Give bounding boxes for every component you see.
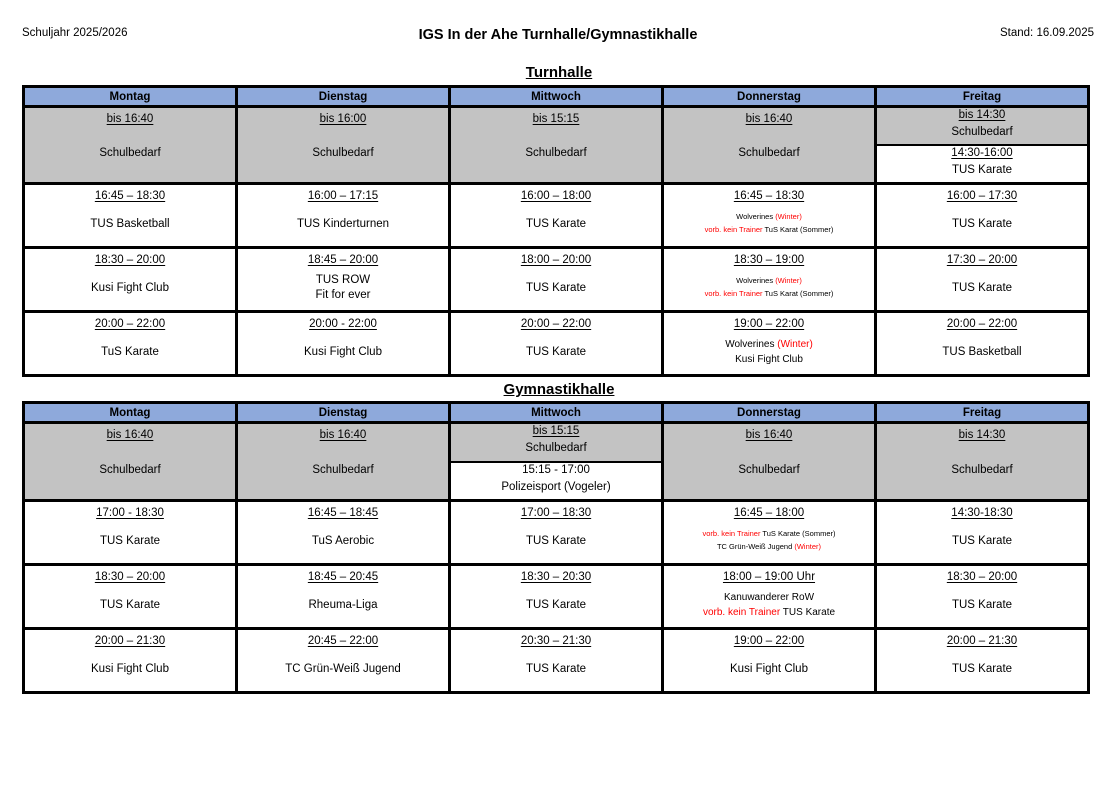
activity-line: Schulbedarf <box>525 147 587 160</box>
day-header-donnerstag: Donnerstag <box>663 403 876 423</box>
activity-line: TUS Karate <box>525 281 587 294</box>
activity-line: Kusi Fight Club <box>91 662 169 675</box>
booking-block <box>664 249 874 310</box>
time-range: 20:00 – 22:00 <box>946 318 1018 330</box>
activity-line: TUS Karate <box>951 662 1013 675</box>
activity-line: TUS Karate <box>525 662 587 675</box>
activity-line: Schulbedarf <box>951 463 1013 476</box>
activity-line: TUS Karate <box>951 164 1013 177</box>
slot-cell-montag <box>24 629 237 693</box>
school-year-label: Schuljahr 2025/2026 <box>22 27 128 39</box>
time-range: 18:00 – 19:00 Uhr <box>722 571 816 583</box>
booking-block <box>451 502 661 563</box>
time-range: 20:00 – 22:00 <box>94 318 166 330</box>
booking-block <box>877 424 1087 499</box>
time-range: bis 14:30 <box>958 429 1006 441</box>
time-range: 20:45 – 22:00 <box>307 635 379 647</box>
booking-block <box>877 313 1087 374</box>
page-header <box>0 0 1118 43</box>
time-range: 18:30 – 20:00 <box>946 571 1018 583</box>
time-range: bis 16:40 <box>106 113 154 125</box>
booking-block <box>451 630 661 691</box>
activity-line: TC Grün-Weiß Jugend <box>285 662 401 675</box>
booking-block <box>451 185 661 246</box>
schedule-table-gymnastikhalle <box>22 401 1090 694</box>
slot-cell-donnerstag <box>663 312 876 376</box>
time-range: 18:00 – 20:00 <box>520 254 592 266</box>
booking-block <box>451 424 661 461</box>
slot-cell-montag <box>24 501 237 565</box>
day-header-freitag: Freitag <box>876 403 1089 423</box>
time-range: bis 16:40 <box>745 113 793 125</box>
activity-line: Kanuwanderer RoW <box>723 592 815 603</box>
schedule-table-turnhalle <box>22 85 1090 377</box>
booking-block <box>238 502 448 563</box>
booking-block <box>25 566 235 627</box>
activity-line: vorb. kein Trainer TuS Karat (Sommer) <box>704 289 834 298</box>
time-range: bis 16:40 <box>319 429 367 441</box>
time-range: 18:30 – 20:30 <box>520 571 592 583</box>
time-range: bis 15:15 <box>532 425 580 437</box>
activity-line: Schulbedarf <box>312 147 374 160</box>
booking-block <box>238 630 448 691</box>
activity-line: vorb. kein Trainer TuS Karat (Sommer) <box>704 225 834 234</box>
slot-cell-montag <box>24 248 237 312</box>
booking-block <box>877 502 1087 563</box>
activity-line: Schulbedarf <box>312 463 374 476</box>
activity-line: TUS Karate <box>525 534 587 547</box>
slot-cell-montag <box>24 312 237 376</box>
activity-line: TUS Karate <box>525 598 587 611</box>
slot-cell-mittwoch <box>450 107 663 184</box>
slot-cell-mittwoch <box>450 248 663 312</box>
booking-block <box>451 313 661 374</box>
time-range: 19:00 – 22:00 <box>733 635 805 647</box>
time-range: bis 16:40 <box>106 429 154 441</box>
booking-block <box>238 185 448 246</box>
activity-line: TUS Karate <box>951 598 1013 611</box>
day-header-dienstag: Dienstag <box>237 87 450 107</box>
slot-cell-dienstag <box>237 107 450 184</box>
activity-line: Schulbedarf <box>738 147 800 160</box>
time-range: bis 16:40 <box>745 429 793 441</box>
slot-cell-dienstag <box>237 312 450 376</box>
activity-line: Schulbedarf <box>738 463 800 476</box>
day-header-donnerstag: Donnerstag <box>663 87 876 107</box>
time-range: 16:45 – 18:30 <box>733 190 805 202</box>
time-range: 20:00 – 21:30 <box>94 635 166 647</box>
slot-cell-donnerstag <box>663 629 876 693</box>
slot-cell-mittwoch <box>450 184 663 248</box>
activity-line: TC Grün-Weiß Jugend (Winter) <box>716 542 822 551</box>
slot-cell-dienstag <box>237 629 450 693</box>
activity-line: TUS Karate <box>99 534 161 547</box>
stand-date-label: Stand: 16.09.2025 <box>1000 27 1094 39</box>
slot-cell-donnerstag <box>663 423 876 501</box>
booking-block <box>664 630 874 691</box>
activity-line: TuS Aerobic <box>311 534 375 547</box>
time-range: bis 16:00 <box>319 113 367 125</box>
slot-cell-mittwoch <box>450 565 663 629</box>
time-range: 20:00 – 22:00 <box>520 318 592 330</box>
time-range: 14:30-18:30 <box>951 507 1013 519</box>
section-title-turnhalle: Turnhalle <box>525 64 593 81</box>
booking-block <box>451 108 661 182</box>
time-range: 20:00 - 22:00 <box>309 318 377 330</box>
activity-line: TUS Karate <box>951 217 1013 230</box>
document-title: IGS In der Ahe Turnhalle/Gymnastikhalle <box>418 27 698 43</box>
time-range: 18:45 – 20:45 <box>307 571 379 583</box>
activity-line: Schulbedarf <box>951 126 1013 139</box>
activity-line: Rheuma-Liga <box>308 598 378 611</box>
slot-cell-dienstag <box>237 423 450 501</box>
slot-cell-dienstag <box>237 501 450 565</box>
slot-cell-mittwoch <box>450 423 663 501</box>
time-range: 14:30-16:00 <box>951 147 1013 159</box>
booking-block <box>877 566 1087 627</box>
time-range: 18:45 – 20:00 <box>307 254 379 266</box>
day-header-freitag: Freitag <box>876 87 1089 107</box>
booking-block <box>877 185 1087 246</box>
slot-cell-montag <box>24 423 237 501</box>
booking-block <box>238 313 448 374</box>
slot-cell-mittwoch <box>450 312 663 376</box>
booking-block <box>664 502 874 563</box>
activity-line: TUS Karate <box>99 598 161 611</box>
time-range: 16:45 – 18:00 <box>733 507 805 519</box>
day-header-dienstag: Dienstag <box>237 403 450 423</box>
slot-cell-freitag <box>876 423 1089 501</box>
slot-cell-mittwoch <box>450 501 663 565</box>
slot-cell-dienstag <box>237 248 450 312</box>
time-range: 17:30 – 20:00 <box>946 254 1018 266</box>
activity-line: Wolverines (Winter) <box>736 276 802 286</box>
booking-block <box>25 424 235 499</box>
slot-cell-freitag <box>876 501 1089 565</box>
day-header-montag: Montag <box>24 403 237 423</box>
activity-line: Wolverines (Winter) <box>736 212 802 222</box>
booking-block <box>877 108 1087 144</box>
activity-line: TUS Basketball <box>942 345 1022 358</box>
booking-block <box>25 502 235 563</box>
day-header-mittwoch: Mittwoch <box>450 403 663 423</box>
slot-cell-freitag <box>876 184 1089 248</box>
activity-line: Polizeisport (Vogeler) <box>501 480 611 493</box>
turnhalle-table-section <box>0 85 1118 377</box>
booking-block <box>664 424 874 499</box>
booking-block <box>25 313 235 374</box>
booking-block <box>451 249 661 310</box>
booking-block <box>877 630 1087 691</box>
booking-block <box>664 313 874 374</box>
time-range: 19:00 – 22:00 <box>733 318 805 330</box>
activity-line: TUS Karate <box>951 281 1013 294</box>
activity-line: vorb. kein Trainer TuS Karate (Sommer) <box>702 529 836 539</box>
booking-block <box>877 144 1087 182</box>
slot-cell-freitag <box>876 312 1089 376</box>
activity-line: TUS Karate <box>525 217 587 230</box>
time-range: 17:00 - 18:30 <box>96 507 164 519</box>
slot-cell-montag <box>24 565 237 629</box>
time-range: 15:15 - 17:00 <box>522 463 590 476</box>
activity-line: TuS Karate <box>101 345 159 358</box>
slot-cell-mittwoch <box>450 629 663 693</box>
time-range: 20:00 – 21:30 <box>946 635 1018 647</box>
slot-cell-freitag <box>876 629 1089 693</box>
booking-block <box>25 630 235 691</box>
slot-cell-freitag <box>876 248 1089 312</box>
booking-block <box>238 424 448 499</box>
activity-line: TUS Kinderturnen <box>296 217 390 230</box>
activity-line: TUS Karate <box>951 534 1013 547</box>
booking-block <box>664 566 874 627</box>
booking-block <box>25 249 235 310</box>
slot-cell-montag <box>24 107 237 184</box>
activity-line: Kusi Fight Club <box>735 354 803 365</box>
section-title-gymnastikhalle: Gymnastikhalle <box>503 381 615 398</box>
booking-block <box>664 108 874 182</box>
time-range: bis 15:15 <box>532 113 580 125</box>
slot-cell-donnerstag <box>663 565 876 629</box>
activity-line: Fit for ever <box>315 289 371 301</box>
booking-block <box>25 185 235 246</box>
activity-line: Schulbedarf <box>99 463 161 476</box>
slot-cell-donnerstag <box>663 248 876 312</box>
time-range: 16:45 – 18:45 <box>307 507 379 519</box>
activity-line: Kusi Fight Club <box>730 662 808 675</box>
activity-line: TUS ROW <box>315 274 371 287</box>
time-range: 18:30 – 20:00 <box>94 254 166 266</box>
time-range: 18:30 – 19:00 <box>733 254 805 266</box>
slot-cell-donnerstag <box>663 184 876 248</box>
booking-block <box>664 185 874 246</box>
activity-line: TUS Karate <box>525 345 587 358</box>
booking-block <box>238 249 448 310</box>
time-range: 18:30 – 20:00 <box>94 571 166 583</box>
booking-block <box>451 461 661 500</box>
time-range: 17:00 – 18:30 <box>520 507 592 519</box>
slot-cell-dienstag <box>237 184 450 248</box>
slot-cell-donnerstag <box>663 107 876 184</box>
activity-line: Schulbedarf <box>525 442 587 455</box>
slot-cell-freitag <box>876 565 1089 629</box>
time-range: 16:00 – 18:00 <box>520 190 592 202</box>
day-header-montag: Montag <box>24 87 237 107</box>
booking-block <box>451 566 661 627</box>
slot-cell-montag <box>24 184 237 248</box>
slot-cell-freitag <box>876 107 1089 184</box>
booking-block <box>238 108 448 182</box>
time-range: 16:00 – 17:30 <box>946 190 1018 202</box>
time-range: bis 14:30 <box>958 109 1006 121</box>
activity-line: Wolverines (Winter) <box>725 339 813 350</box>
gymnastikhalle-table-section <box>0 401 1118 694</box>
activity-line: Kusi Fight Club <box>304 345 382 358</box>
activity-line: Kusi Fight Club <box>91 281 169 294</box>
activity-line: TUS Basketball <box>90 217 170 230</box>
slot-cell-dienstag <box>237 565 450 629</box>
slot-cell-donnerstag <box>663 501 876 565</box>
booking-block <box>25 108 235 182</box>
booking-block <box>877 249 1087 310</box>
booking-block <box>238 566 448 627</box>
time-range: 20:30 – 21:30 <box>520 635 592 647</box>
activity-line: vorb. kein Trainer TUS Karate <box>702 607 836 618</box>
activity-line: Schulbedarf <box>99 147 161 160</box>
time-range: 16:45 – 18:30 <box>94 190 166 202</box>
time-range: 16:00 – 17:15 <box>307 190 379 202</box>
day-header-mittwoch: Mittwoch <box>450 87 663 107</box>
